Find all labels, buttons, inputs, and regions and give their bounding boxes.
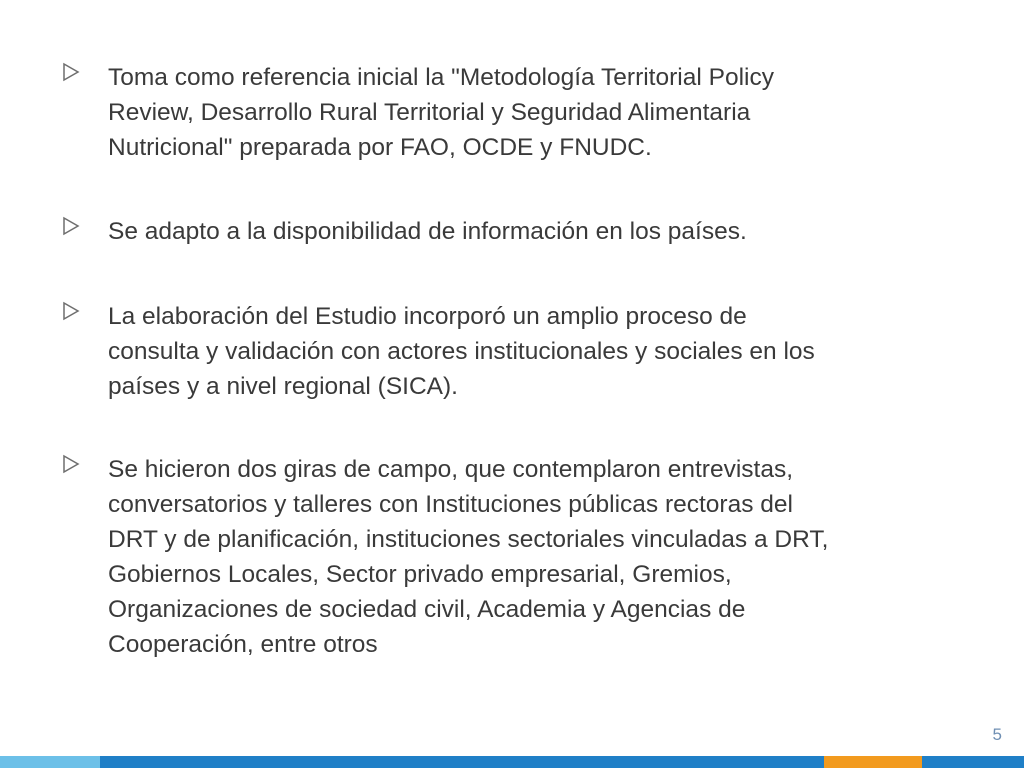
footer-color-bar [0,756,1024,768]
bullet-item-1 [62,60,962,165]
footer-segment-blue [100,756,824,768]
footer-segment-blue-end [922,756,1024,768]
triangle-outline-right-icon [62,60,108,82]
bullet-text: La elaboración del Estudio incorporó un amplio proceso de consulta y validación con actores institucionales y sociales en los países y a nivel regional (SICA). [108,303,815,400]
triangle-outline-right-icon [62,452,108,474]
triangle-outline-right-icon [62,214,108,236]
footer-segment-orange [824,756,922,768]
triangle-outline-right-icon [62,299,108,321]
bullet-item-3 [62,299,962,404]
bullet-text: Toma como referencia inicial la "Metodología Territorial Policy Review, Desarrollo Rural Territorial y Seguridad Alimentaria Nutricional" preparada por FAO, OCDE y FNUDC. [108,64,774,161]
bullet-text: Se hicieron dos giras de campo, que contemplaron entrevistas, conversatorios y talleres con Instituciones públicas rectoras del DRT y de planificación, instituciones sectoriales vinculadas a DRT, Gobiernos Locales, Sector privado empresarial, Gremios, Organizaciones de sociedad civil, Academia y Agencias de Cooperación, entre otros [108,456,829,658]
bullet-item-2 [62,214,962,249]
bullet-item-4 [62,452,962,662]
footer-segment-light-blue [0,756,100,768]
page-number: 5 [992,725,1002,744]
bullet-text: Se adapto a la disponibilidad de información en los países. [108,218,747,245]
